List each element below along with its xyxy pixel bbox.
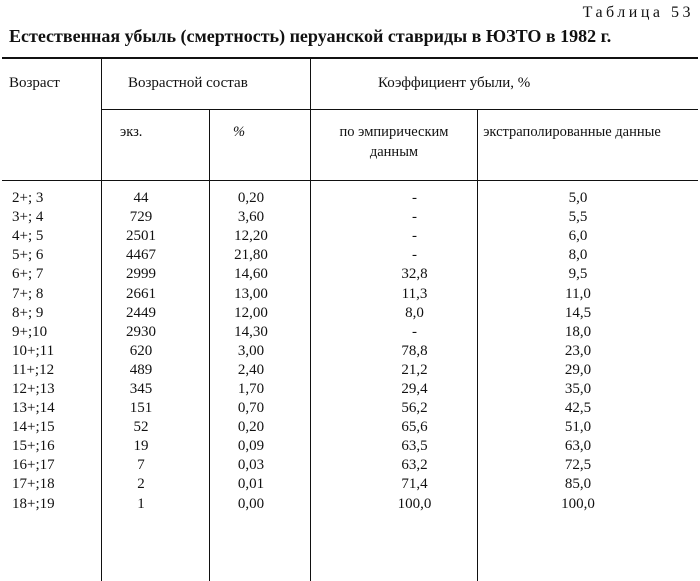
header-age: Возраст <box>9 75 60 91</box>
cell-extrapolated: 18,0 <box>564 323 592 340</box>
table-row <box>0 323 700 342</box>
cell-percent: 0,01 <box>237 476 265 493</box>
cell-percent: 0,70 <box>237 400 265 417</box>
cell-percent: 1,70 <box>237 380 265 397</box>
cell-percent: 0,20 <box>237 419 265 436</box>
cell-age: 12+;13 <box>12 380 55 397</box>
cell-percent: 14,60 <box>234 266 268 283</box>
cell-empirical: - <box>412 247 417 264</box>
cell-percent: 0,09 <box>237 438 265 455</box>
cell-empirical: 63,5 <box>401 438 428 455</box>
cell-empirical: 21,2 <box>401 361 428 378</box>
cell-extrapolated: 42,5 <box>564 400 592 417</box>
header-empirical: по эмпирическим данным <box>339 124 449 160</box>
cell-empirical: 78,8 <box>401 342 428 359</box>
cell-empirical: - <box>412 190 417 207</box>
cell-empirical: 8,0 <box>405 304 424 321</box>
table-row <box>0 495 700 514</box>
table-row <box>0 380 700 399</box>
table-row <box>0 418 700 437</box>
cell-percent: 12,00 <box>234 304 268 321</box>
cell-percent: 13,00 <box>234 285 268 302</box>
cell-empirical: 71,4 <box>401 476 428 493</box>
cell-extrapolated: 5,0 <box>568 190 588 207</box>
header-composition: Возрастной состав <box>128 75 248 91</box>
cell-count: 489 <box>129 361 153 378</box>
table-row <box>0 246 700 265</box>
cell-extrapolated: 14,5 <box>564 304 592 321</box>
header-coefficient: Коэффициент убыли, % <box>378 75 531 91</box>
cell-extrapolated: 72,5 <box>564 457 592 474</box>
table-row <box>0 304 700 323</box>
cell-empirical: 11,3 <box>401 285 428 302</box>
table-row <box>0 456 700 475</box>
cell-count: 2661 <box>126 285 156 302</box>
cell-percent: 0,20 <box>237 190 265 207</box>
cell-age: 3+; 4 <box>12 209 44 226</box>
cell-count: 2501 <box>126 228 156 245</box>
header-extrapolated: экстраполированные данные <box>483 124 661 140</box>
cell-extrapolated: 8,0 <box>568 247 588 264</box>
cell-extrapolated: 51,0 <box>564 419 592 436</box>
table-row <box>0 361 700 380</box>
cell-extrapolated: 29,0 <box>564 361 592 378</box>
cell-percent: 3,00 <box>237 342 265 359</box>
cell-empirical: - <box>412 323 417 340</box>
cell-extrapolated: 35,0 <box>564 380 592 397</box>
top-rule <box>2 57 698 59</box>
cell-percent: 0,00 <box>237 495 265 512</box>
header-bottom-rule <box>2 180 698 181</box>
cell-count: 44 <box>133 190 149 207</box>
table-row <box>0 208 700 227</box>
table-row <box>0 399 700 418</box>
table-row <box>0 227 700 246</box>
cell-percent: 12,20 <box>234 228 268 245</box>
cell-count: 19 <box>133 438 149 455</box>
cell-count: 620 <box>129 342 153 359</box>
cell-extrapolated: 9,5 <box>568 266 588 283</box>
cell-count: 729 <box>129 209 153 226</box>
cell-empirical: 65,6 <box>401 419 428 436</box>
cell-percent: 3,60 <box>237 209 265 226</box>
header-mid-rule <box>101 109 698 110</box>
cell-empirical: 63,2 <box>401 457 428 474</box>
cell-empirical: 56,2 <box>401 400 428 417</box>
cell-age: 9+;10 <box>12 323 48 340</box>
cell-empirical: - <box>412 228 417 245</box>
table-row <box>0 475 700 494</box>
cell-age: 8+; 9 <box>12 304 44 321</box>
cell-age: 4+; 5 <box>12 228 44 245</box>
cell-empirical: 29,4 <box>401 380 428 397</box>
cell-age: 15+;16 <box>12 438 55 455</box>
cell-count: 4467 <box>126 247 156 264</box>
cell-age: 14+;15 <box>12 419 55 436</box>
cell-percent: 0,03 <box>237 457 265 474</box>
table-number: Таблица 53 <box>582 4 694 21</box>
data-table <box>0 189 700 514</box>
cell-age: 17+;18 <box>12 476 55 493</box>
cell-count: 52 <box>133 419 149 436</box>
cell-age: 5+; 6 <box>12 247 44 264</box>
cell-extrapolated: 85,0 <box>564 476 592 493</box>
cell-count: 2930 <box>126 323 156 340</box>
table-row <box>0 437 700 456</box>
cell-count: 2999 <box>126 266 156 283</box>
cell-count: 151 <box>129 400 153 417</box>
cell-extrapolated: 100,0 <box>561 495 595 512</box>
cell-extrapolated: 63,0 <box>564 438 592 455</box>
cell-count: 2 <box>137 476 145 493</box>
cell-extrapolated: 11,0 <box>565 285 591 302</box>
cell-count: 2449 <box>126 304 156 321</box>
cell-count: 345 <box>129 380 153 397</box>
cell-extrapolated: 23,0 <box>564 342 592 359</box>
cell-age: 2+; 3 <box>12 190 44 207</box>
table-row <box>0 189 700 208</box>
cell-extrapolated: 6,0 <box>568 228 588 245</box>
cell-percent: 2,40 <box>237 361 265 378</box>
cell-age: 11+;12 <box>12 361 55 378</box>
header-count: экз. <box>120 124 143 140</box>
cell-empirical: 100,0 <box>397 495 432 512</box>
cell-percent: 14,30 <box>234 323 268 340</box>
cell-empirical: 32,8 <box>401 266 428 283</box>
cell-count: 1 <box>137 495 145 512</box>
cell-age: 10+;11 <box>12 342 55 359</box>
cell-empirical: - <box>412 209 417 226</box>
cell-age: 6+; 7 <box>12 266 44 283</box>
header-percent: % <box>233 124 246 140</box>
table-title: Естественная убыль (смертность) перуанской ставриды в ЮЗТО в 1982 г. <box>9 26 612 46</box>
cell-count: 7 <box>137 457 145 474</box>
cell-age: 13+;14 <box>12 400 55 417</box>
cell-age: 16+;17 <box>12 457 55 474</box>
table-row <box>0 284 700 303</box>
cell-percent: 21,80 <box>234 247 268 264</box>
table-row <box>0 265 700 284</box>
table-row <box>0 342 700 361</box>
cell-extrapolated: 5,5 <box>568 209 588 226</box>
cell-age: 18+;19 <box>12 495 55 512</box>
cell-age: 7+; 8 <box>12 285 44 302</box>
